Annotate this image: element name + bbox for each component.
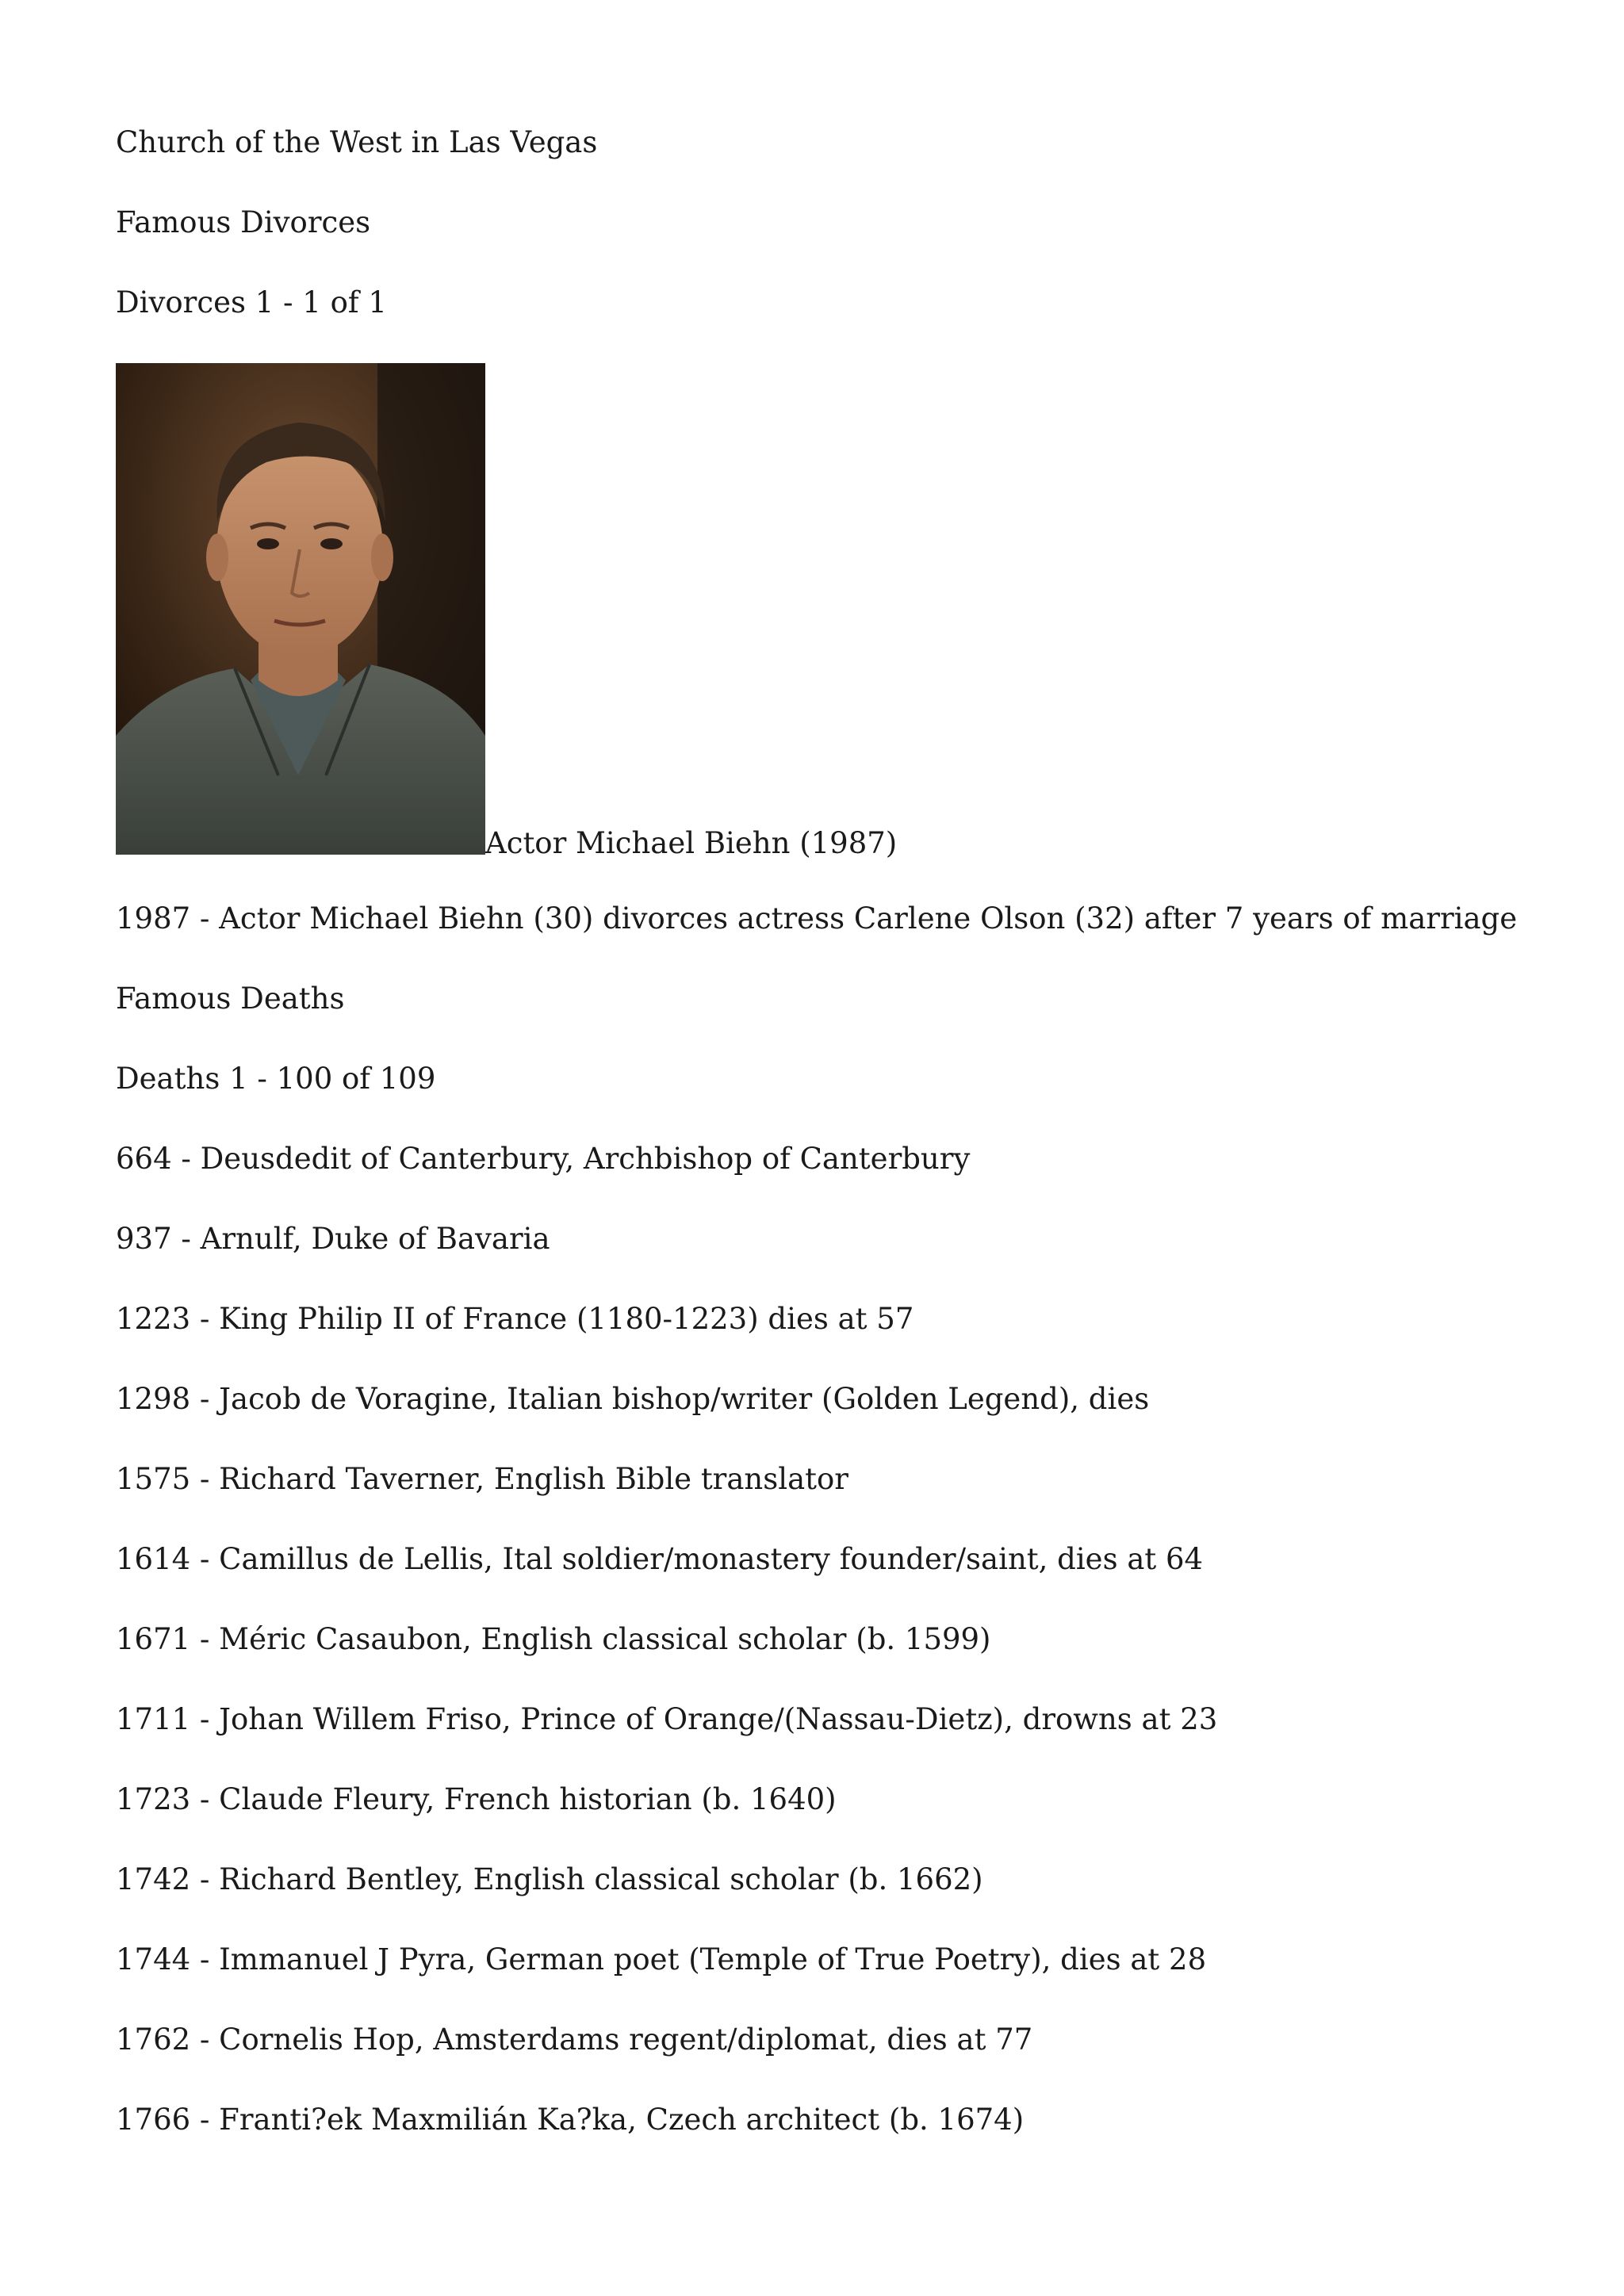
death-entry: 664 - Deusdedit of Canterbury, Archbishop of Canterbury: [116, 1142, 971, 1176]
death-entry: 1223 - King Philip II of France (1180-1223) dies at 57: [116, 1302, 914, 1336]
portrait-photo-icon: [116, 363, 485, 855]
deaths-count: Deaths 1 - 100 of 109: [116, 1062, 436, 1096]
death-entry: 1711 - Johan Willem Friso, Prince of Orange/(Nassau-Dietz), drowns at 23: [116, 1702, 1218, 1736]
divorces-count: Divorces 1 - 1 of 1: [116, 285, 387, 320]
divorces-heading: Famous Divorces: [116, 205, 371, 239]
death-entry: 1742 - Richard Bentley, English classical scholar (b. 1662): [116, 1862, 983, 1896]
death-entry: 1766 - Franti?ek Maxmilián Ka?ka, Czech architect (b. 1674): [116, 2103, 1025, 2137]
deaths-heading: Famous Deaths: [116, 982, 345, 1016]
divorce-entry: 1987 - Actor Michael Biehn (30) divorces actress Carlene Olson (32) after 7 years of marriage: [116, 901, 1518, 936]
photo-caption: Actor Michael Biehn (1987): [485, 826, 898, 860]
death-entry: 1298 - Jacob de Voragine, Italian bishop/writer (Golden Legend), dies: [116, 1382, 1150, 1416]
death-entry: 1614 - Camillus de Lellis, Ital soldier/monastery founder/saint, dies at 64: [116, 1542, 1204, 1576]
death-entry: 1575 - Richard Taverner, English Bible translator: [116, 1462, 848, 1496]
death-entry: 1671 - Méric Casaubon, English classical scholar (b. 1599): [116, 1622, 991, 1656]
death-entry: 1762 - Cornelis Hop, Amsterdams regent/diplomat, dies at 77: [116, 2022, 1033, 2057]
death-entry: 1723 - Claude Fleury, French historian (b. 1640): [116, 1782, 837, 1816]
death-entry: 1744 - Immanuel J Pyra, German poet (Temple of True Poetry), dies at 28: [116, 1942, 1207, 1976]
site-title: Church of the West in Las Vegas: [116, 125, 598, 159]
death-entry: 937 - Arnulf, Duke of Bavaria: [116, 1222, 550, 1256]
featured-divorce: [116, 363, 1067, 860]
